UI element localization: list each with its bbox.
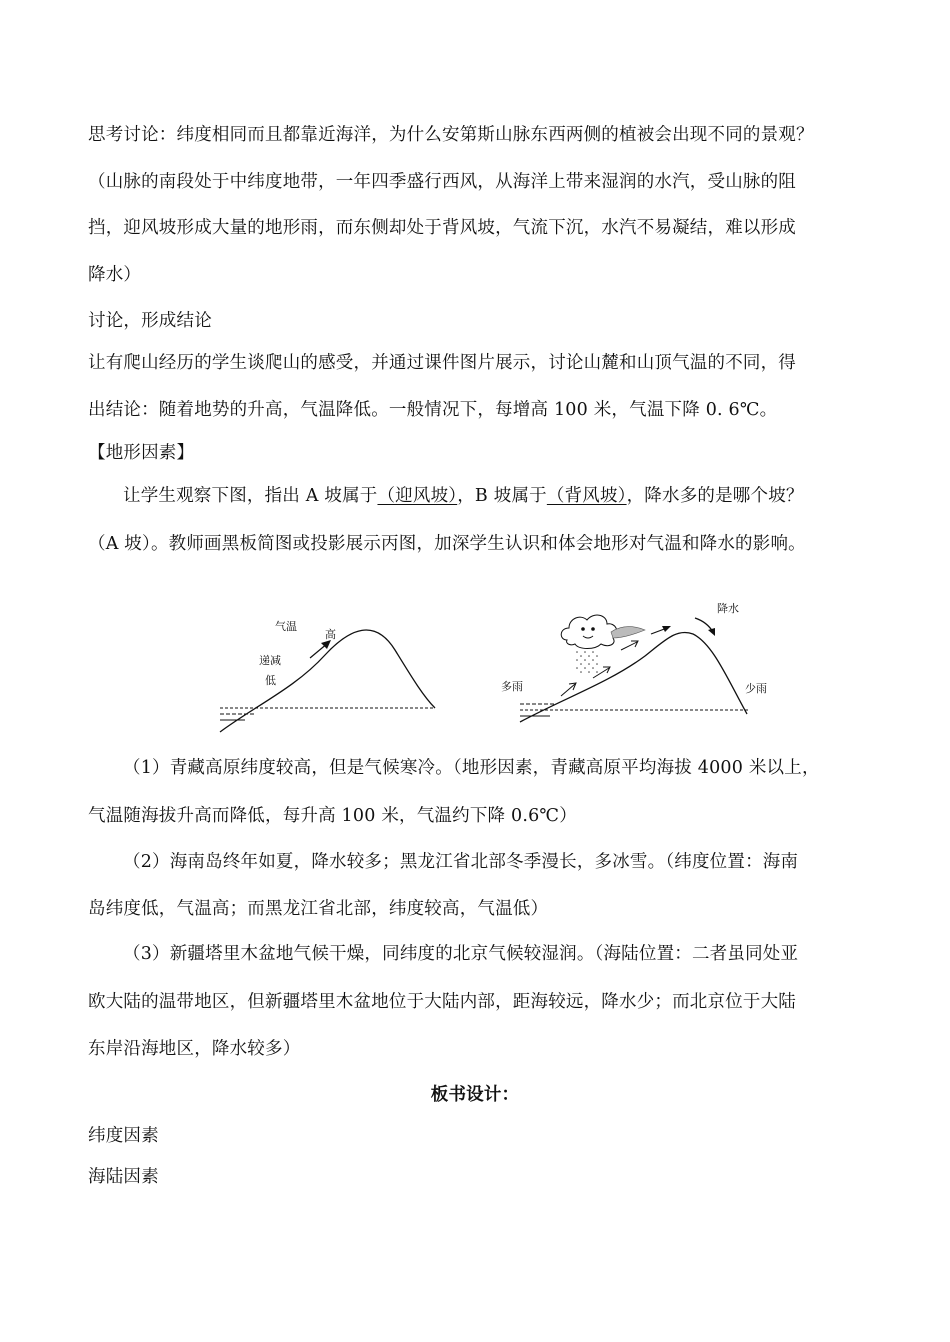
label-less-rain: 少雨 <box>745 682 767 695</box>
item-2-line: 岛纬度低，气温高；而黑龙江省北部，纬度较高，气温低） <box>88 899 549 919</box>
item-3-line: 欧大陆的温带地区，但新疆塔里木盆地位于大陆内部，距海较远，降水少；而北京位于大陆 <box>88 992 796 1012</box>
rain-dots-icon <box>576 651 598 673</box>
terrain-heading: 【地形因素】 <box>88 443 195 463</box>
mountain-profile <box>520 632 747 722</box>
cloud-icon <box>561 615 645 648</box>
label-high: 高 <box>325 628 336 641</box>
label-temperature: 气温 <box>275 620 297 633</box>
item-1-line: 气温随海拔升高而降低，每升高 100 米，气温约下降 0.6℃） <box>88 806 577 826</box>
label-more-rain: 多雨 <box>501 680 523 693</box>
temperature-diagram <box>215 610 440 735</box>
item-1-line: （1）青藏高原纬度较高，但是气候寒冷。（地形因素，青藏高原平均海拔 4000 米以上， <box>123 758 820 778</box>
label-low: 低 <box>265 674 276 687</box>
item-3-line: （3）新疆塔里木盆地气候干燥，同纬度的北京气候较湿润。（海陆位置：二者虽同处亚 <box>123 944 799 964</box>
observation-question <box>123 484 883 508</box>
item-2-line: （2）海南岛终年如夏，降水较多；黑龙江省北部冬季漫长，多冰雪。（纬度位置：海南 <box>123 852 799 872</box>
paragraph-line: 出结论：随着地势的升高，气温降低。一般情况下，每增高 100 米，气温下降 0. 6℃。 <box>88 400 778 420</box>
arrow-head-icon <box>708 628 715 636</box>
question-text: ，B 坡属于 <box>457 486 547 506</box>
answer-line: 挡，迎风坡形成大量的地形雨，而东侧却处于背风坡，气流下沉，水汽不易凝结，难以形成 <box>88 218 796 238</box>
discussion-question: 思考讨论：纬度相同而且都靠近海洋，为什么安第斯山脉东西两侧的植被会出现不同的景观？ <box>88 125 814 145</box>
question-text: ，降水多的是哪个坡？ <box>626 486 804 506</box>
label-decrease: 递减 <box>259 654 281 667</box>
board-item: 纬度因素 <box>88 1126 159 1146</box>
answer-leeward: （背风坡） <box>546 486 627 506</box>
answer-windward: （迎风坡） <box>377 486 458 506</box>
question-text: 让学生观察下图，指出 A 坡属于 <box>123 486 378 506</box>
item-3-line: 东岸沿海地区，降水较多） <box>88 1039 301 1059</box>
paragraph-line: 让有爬山经历的学生谈爬山的感受，并通过课件图片展示，讨论山麓和山顶气温的不同，得 <box>88 353 796 373</box>
paragraph-line: （A 坡）。教师画黑板简图或投影展示丙图，加深学生认识和体会地形对气温和降水的影响。 <box>88 534 806 554</box>
discussion-heading: 讨论，形成结论 <box>88 311 212 331</box>
answer-line: 降水） <box>88 265 142 285</box>
board-design-title: 板书设计： <box>430 1085 520 1105</box>
answer-line: （山脉的南段处于中纬度地带，一年四季盛行西风，从海洋上带来湿润的水汽，受山脉的阻 <box>88 172 796 192</box>
board-item: 海陆因素 <box>88 1167 159 1187</box>
label-precipitation: 降水 <box>717 602 739 615</box>
precipitation-diagram <box>501 598 767 723</box>
